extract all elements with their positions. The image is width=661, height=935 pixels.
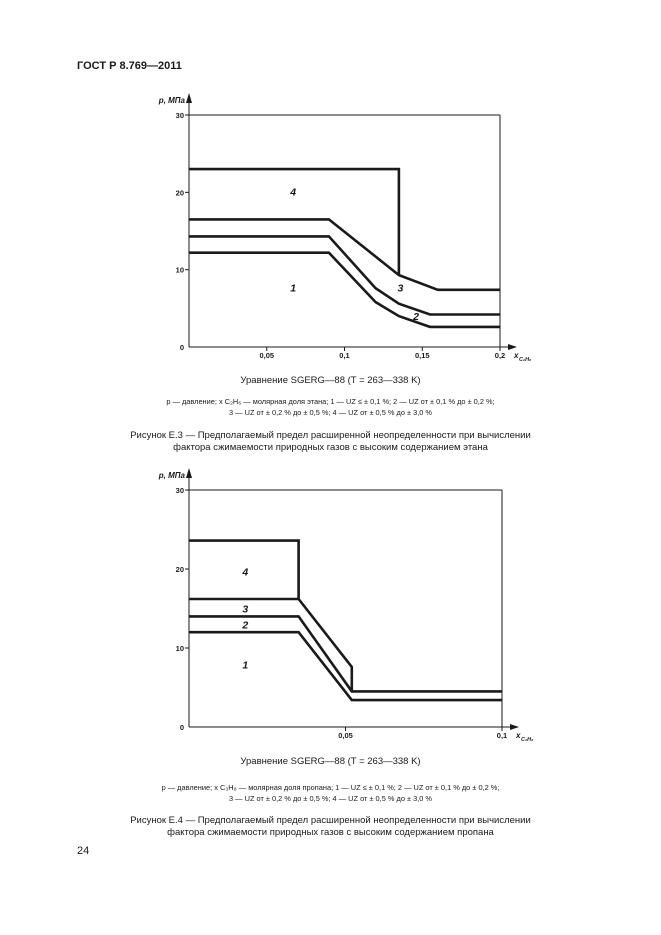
- y-tick-label: 10: [175, 265, 184, 275]
- figure-e4-legend-line1: p — давление; x C₃H₈ — молярная доля пропана; 1 — UZ ≤ ± 0,1 %; 2 — UZ от ± 0,1 % до ± 0,2 %;: [161, 783, 500, 792]
- boundary-line-2: [189, 236, 500, 314]
- figure-e4-caption: [0, 815, 661, 839]
- boundary-line-4: [189, 169, 399, 275]
- x-axis-arrow-icon: [510, 724, 519, 730]
- figure-e4-legend: [0, 782, 661, 804]
- x-tick-label: 0,2: [494, 351, 506, 360]
- figure-e3-caption-line2: фактора сжимаемости природных газов с высоким содержанием этана: [173, 442, 488, 453]
- y-axis-arrow-icon: [186, 93, 192, 103]
- region-label-4: 4: [242, 566, 249, 579]
- x-tick-label: 0,05: [259, 351, 275, 360]
- y-tick-label: 20: [175, 188, 184, 198]
- x-axis-arrow-icon: [508, 344, 517, 350]
- x-axis-label-subscript: C₃H₈: [521, 737, 534, 743]
- y-tick-label: 30: [175, 111, 184, 120]
- x-tick-label: 0,05: [338, 731, 353, 740]
- y-axis-label: p, МПа: [158, 96, 185, 105]
- boundary-line-1: [189, 632, 502, 700]
- y-axis-arrow-icon: [186, 468, 192, 478]
- y-tick-label: 30: [175, 486, 184, 495]
- region-label-1: 1: [290, 282, 297, 295]
- figure-e3-caption-line1: Рисунок Е.3 — Предполагаемый предел расширенной неопределенности при вычислении: [130, 430, 531, 441]
- figure-e4-caption-line1: Рисунок Е.4 — Предполагаемый предел расширенной неопределенности при вычислении: [130, 815, 531, 826]
- x-tick-label: 0,15: [414, 351, 430, 360]
- figure-e4-chart: [0, 460, 661, 750]
- y-tick-label: 10: [175, 644, 184, 653]
- region-label-4: 4: [290, 186, 297, 199]
- figure-e3-chart: [0, 85, 661, 370]
- figure-e3-caption: [0, 430, 661, 454]
- figure-e4-caption-line2: фактора сжимаемости природных газов с высоким содержанием пропана: [167, 827, 494, 838]
- figure-e3-legend-line2: 3 — UZ от ± 0,2 % до ± 0,5 %; 4 — UZ от ± 0,5 % до ± 3,0 %: [229, 408, 432, 417]
- region-label-1: 1: [242, 659, 249, 672]
- x-axis-label: x: [514, 351, 519, 360]
- x-tick-label: 0,1: [339, 351, 350, 360]
- figure-e4-equation: Уравнение SGERG—88 (T = 263—338 K): [240, 756, 421, 767]
- region-label-3: 3: [242, 603, 249, 616]
- y-tick-label: 0: [179, 343, 184, 352]
- page-number: 24: [77, 845, 90, 857]
- figure-e3-legend: [0, 396, 661, 418]
- y-axis-label: p, МПа: [158, 471, 185, 480]
- y-tick-label: 0: [179, 723, 184, 732]
- y-tick-label: 20: [175, 565, 184, 574]
- figure-e4-legend-line2: 3 — UZ от ± 0,2 % до ± 0,5 %; 4 — UZ от ± 0,5 % до ± 3,0 %: [229, 794, 432, 803]
- document-header: ГОСТ Р 8.769—2011: [77, 60, 182, 72]
- region-label-2: 2: [413, 310, 419, 323]
- boundary-line-3: [189, 599, 352, 691]
- x-tick-label: 0,1: [496, 731, 508, 740]
- region-label-2: 2: [242, 619, 249, 632]
- x-axis-label: x: [516, 731, 521, 740]
- figure-e3-legend-line1: p — давление; x C₂H₆ — молярная доля этана; 1 — UZ ≤ ± 0,1 %; 2 — UZ от ± 0,1 % до ± 0,2 %;: [166, 397, 495, 406]
- boundary-line-2: [189, 616, 502, 691]
- region-label-3: 3: [397, 282, 404, 295]
- x-axis-label-subscript: C₂H₆: [519, 357, 532, 363]
- figure-e3-equation: Уравнение SGERG—88 (T = 263—338 K): [240, 375, 421, 386]
